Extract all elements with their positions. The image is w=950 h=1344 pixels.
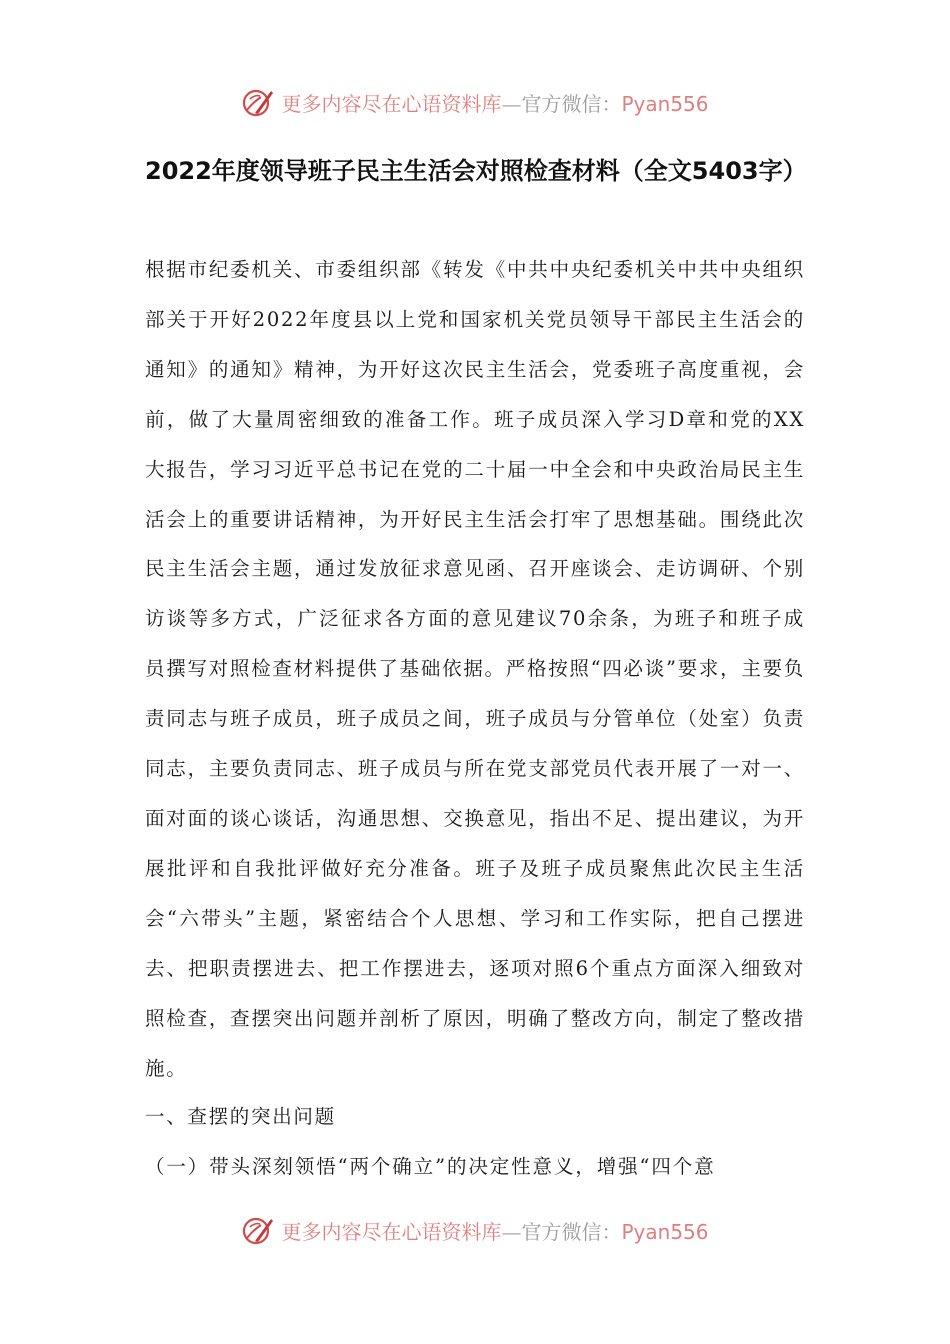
watermark-main: 更多内容尽在心语资料库: [281, 91, 502, 116]
sub-heading: （一）带头深刻领悟“两个确立”的决定性意义，增强“四个意: [145, 1155, 716, 1178]
body-paragraph: 根据市纪委机关、市委组织部《转发《中共中央纪委机关中共中央组织部关于开好2022年度县以上党和国家机关党员领导干部民主生活会的通知》的通知》精神，为开好这次民主生活会，党委班子高度重视，会前，做了大量周密细致的准备工作。班子成员深入学习D章和党的XX大报告，学习习近平总书记在党的二十届一中全会和中央政治局民主生活会上的重要讲话精神，为开好民主生活会打牢了思想基础。围绕此次民主生活会主题，通过发放征求意见函、召开座谈会、走访调研、个别访谈等多方式，广泛征求各方面的意见建议70余条，为班子和班子成员撰写对照检查材料提供了基础依据。严格按照“四必谈”要求，主要负责同志与班子成员，班子成员之间，班子成员与分管单位（处室）负责同志，主要负责同志、班子成员与所在党支部党员代表开展了一对一、面对面的谈心谈话，沟通思想、交换意见，指出不足、提出建议，为开展批评和自我批评做好充分准备。班子及班子成员聚焦此次民主生活会“六带头”主题，紧密结合个人思想、学习和工作实际，把自己摆进去、把职责摆进去、把工作摆进去，逐项对照6个重点方面深入细致对照检查，查摆突出问题并剖析了原因，明确了整改方向，制定了整改措施。: [145, 258, 805, 1080]
watermark-code: Pyan556: [621, 91, 709, 116]
watermark-text: [281, 1216, 708, 1245]
section-heading: 一、查摆的突出问题: [145, 1105, 336, 1128]
watermark-separator: —: [501, 1219, 522, 1244]
footer-watermark-banner: [0, 1208, 950, 1252]
watermark-main: 更多内容尽在心语资料库: [281, 1219, 502, 1244]
header-watermark-banner: [0, 80, 950, 124]
watermark-tail: 官方微信：: [521, 91, 622, 116]
pen-logo-icon: [241, 1213, 275, 1247]
document-title: 2022年度领导班子民主生活会对照检查材料（全文5403字）: [145, 157, 807, 185]
watermark-separator: —: [501, 91, 522, 116]
watermark-tail: 官方微信：: [521, 1219, 622, 1244]
watermark-text: [281, 88, 708, 117]
pen-logo-icon: [241, 85, 275, 119]
watermark-code: Pyan556: [621, 1219, 709, 1244]
